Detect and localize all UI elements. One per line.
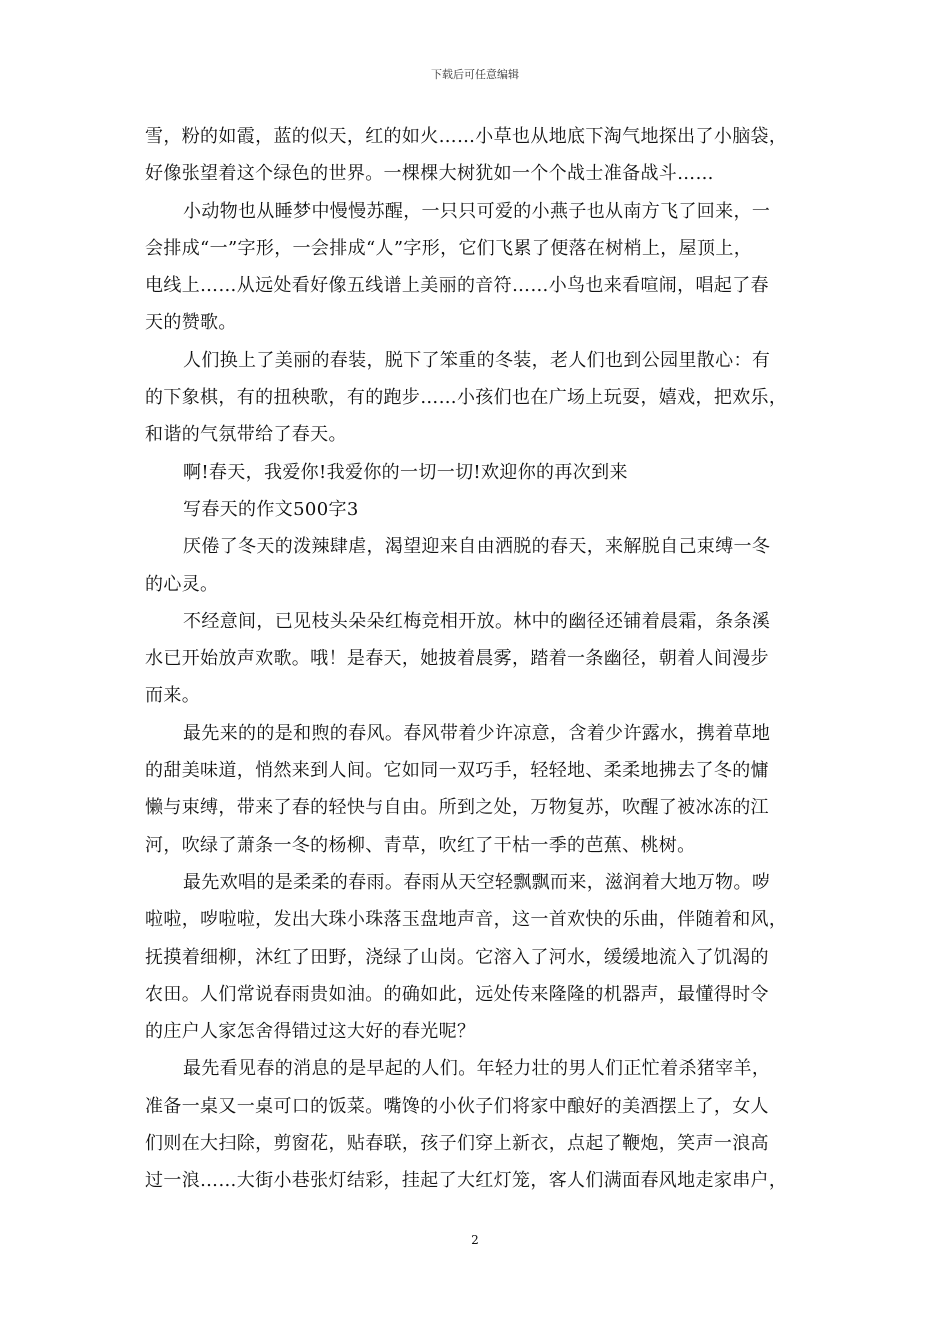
text-line: 和谐的气氛带给了春天。 [145, 424, 347, 446]
text-line: 河，吹绿了萧条一冬的杨柳、青草，吹红了干枯一季的芭蕉、桃树。 [145, 834, 696, 856]
text-line: 电线上……从远处看好像五线谱上美丽的音符……小鸟也来看喧闹，唱起了春 [145, 275, 769, 297]
text-line: 的心灵。 [145, 573, 219, 595]
text-line: 最先来的的是和煦的春风。春风带着少许凉意，含着少许露水，携着草地 [183, 722, 771, 744]
text-line: 啊!春天，我爱你!我爱你的一切一切!欢迎你的再次到来 [183, 461, 628, 483]
text-line: 准备一桌又一桌可口的饭菜。嘴馋的小伙子们将家中酿好的美酒摆上了，女人 [145, 1095, 769, 1117]
text-line: 过一浪……大街小巷张灯结彩，挂起了大红灯笼，客人们满面春风地走家串户， [145, 1170, 788, 1192]
text-line: 人们换上了美丽的春装，脱下了笨重的冬装，老人们也到公园里散心：有 [183, 349, 771, 371]
text-line: 的庄户人家怎舍得错过这大好的春光呢？ [145, 1021, 476, 1043]
text-line: 好像张望着这个绿色的世界。一棵棵大树犹如一个个战士准备战斗…… [145, 163, 714, 185]
text-line: 厌倦了冬天的泼辣肆虐，渴望迎来自由洒脱的春天，来解脱自己束缚一冬 [183, 536, 771, 558]
text-line: 最先看见春的消息的是早起的人们。年轻力壮的男人们正忙着杀猪宰羊， [183, 1058, 771, 1080]
page-header: 下载后可任意编辑 [431, 68, 519, 81]
text-line: 天的赞歌。 [145, 312, 237, 334]
text-line: 抚摸着细柳，沐红了田野，浇绿了山岗。它溶入了河水，缓缓地流入了饥渴的 [145, 946, 769, 968]
text-line: 写春天的作文500字3 [183, 498, 359, 520]
text-line: 水已开始放声欢歌。哦！是春天，她披着晨雾，踏着一条幽径，朝着人间漫步 [145, 648, 769, 670]
text-line: 啦啦，哕啦啦，发出大珠小珠落玉盘地声音，这一首欢快的乐曲，伴随着和风， [145, 909, 788, 931]
text-line: 们则在大扫除，剪窗花，贴春联，孩子们穿上新衣，点起了鞭炮，笑声一浪高 [145, 1133, 769, 1155]
text-line: 会排成“一”字形，一会排成“人”字形，它们飞累了便落在树梢上，屋顶上， [145, 237, 753, 259]
text-line: 而来。 [145, 685, 201, 707]
document-body [145, 118, 813, 1200]
text-line: 不经意间，已见枝头朵朵红梅竞相开放。林中的幽径还铺着晨霜，条条溪 [183, 610, 771, 632]
text-line: 农田。人们常说春雨贵如油。的确如此，远处传来隆隆的机器声，最懂得时令 [145, 983, 769, 1005]
text-line: 小动物也从睡梦中慢慢苏醒，一只只可爱的小燕子也从南方飞了回来，一 [183, 200, 771, 222]
text-line: 懒与束缚，带来了春的轻快与自由。所到之处，万物复苏，吹醒了被冰冻的江 [145, 797, 769, 819]
text-line: 雪，粉的如霞，蓝的似天，红的如火……小草也从地底下淘气地探出了小脑袋， [145, 126, 788, 147]
text-line: 最先欢唱的是柔柔的春雨。春雨从天空轻飘飘而来，滋润着大地万物。哕 [183, 871, 771, 893]
text-line: 的甜美味道，悄然来到人间。它如同一双巧手，轻轻地、柔柔地拂去了冬的慵 [145, 760, 769, 782]
page-number: 2 [471, 1233, 479, 1247]
text-line: 的下象棋，有的扭秧歌，有的跑步……小孩们也在广场上玩耍，嬉戏，把欢乐， [145, 387, 788, 409]
